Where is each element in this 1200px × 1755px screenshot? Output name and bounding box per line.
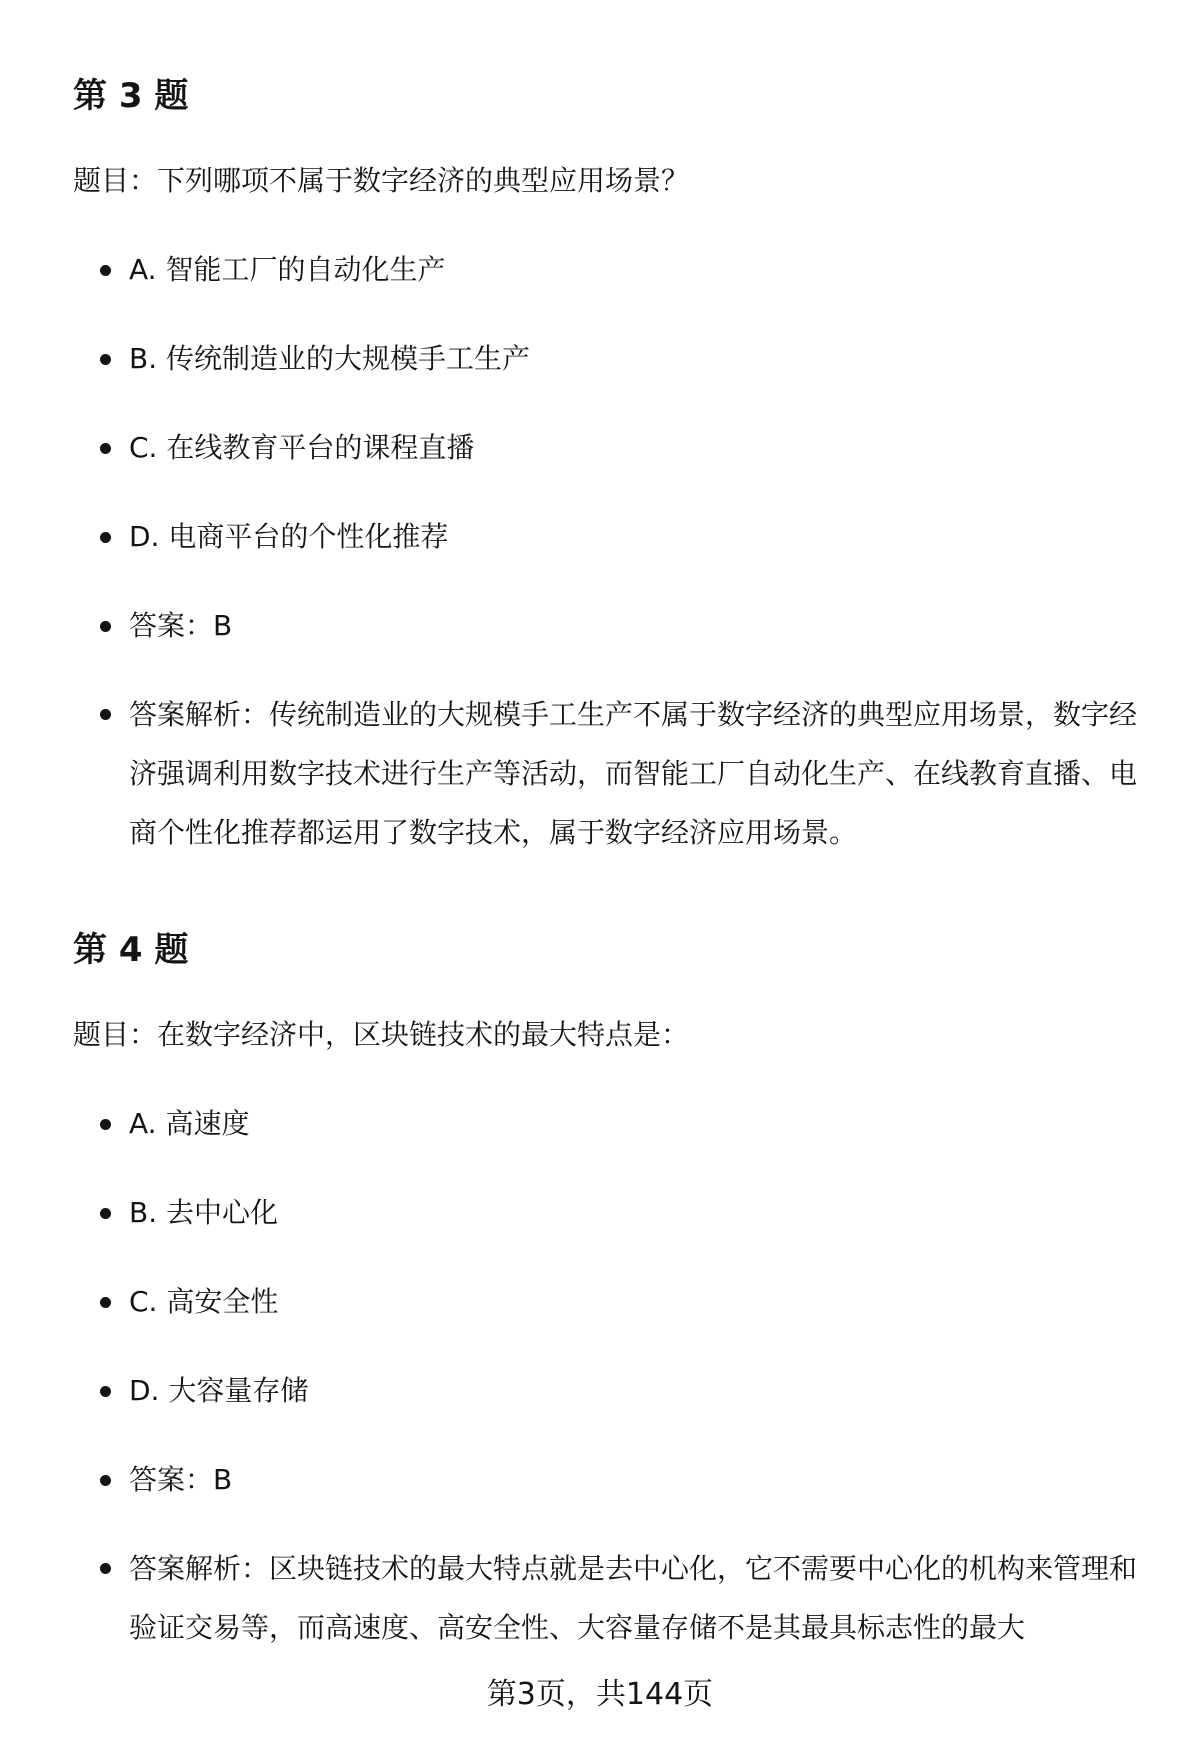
answer-item xyxy=(73,1455,1143,1505)
bullet-icon xyxy=(100,1475,111,1486)
question-4 xyxy=(73,922,1143,1696)
bullet-icon xyxy=(100,265,111,276)
explanation-text: 答案解析：区块链技术的最大特点就是去中心化，它不需要中心化的机构来管理和验证交易等，而高速度、高安全性、大容量存储不是其最具标志性的最大 xyxy=(129,1552,1138,1644)
question-prompt: 题目：在数字经济中，区块链技术的最大特点是： xyxy=(73,1018,690,1051)
option-text: B. 传统制造业的大规模手工生产 xyxy=(129,342,531,375)
explanation-item xyxy=(73,685,1143,862)
option-a xyxy=(73,245,1143,295)
bullet-icon xyxy=(100,1119,111,1130)
option-text: D. 大容量存储 xyxy=(129,1374,309,1407)
bullet-icon xyxy=(100,354,111,365)
question-title: 第 4 题 xyxy=(73,930,189,970)
option-d xyxy=(73,1366,1143,1416)
question-title: 第 3 题 xyxy=(73,76,189,116)
explanation-item xyxy=(73,1539,1143,1657)
option-a xyxy=(73,1099,1143,1149)
bullet-icon xyxy=(100,443,111,454)
question-3 xyxy=(73,68,1143,901)
option-b xyxy=(73,1188,1143,1238)
option-text: A. 智能工厂的自动化生产 xyxy=(129,253,446,286)
answer-item xyxy=(73,601,1143,651)
option-c xyxy=(73,423,1143,473)
option-list xyxy=(73,245,1143,862)
bullet-icon xyxy=(100,1208,111,1219)
option-text: C. 在线教育平台的课程直播 xyxy=(129,431,475,464)
option-d xyxy=(73,512,1143,562)
answer-text: 答案：B xyxy=(129,609,233,642)
option-b xyxy=(73,334,1143,384)
answer-text: 答案：B xyxy=(129,1463,233,1496)
option-text: B. 去中心化 xyxy=(129,1196,279,1229)
bullet-icon xyxy=(100,532,111,543)
option-text: A. 高速度 xyxy=(129,1107,250,1140)
bullet-icon xyxy=(100,1297,111,1308)
bullet-icon xyxy=(100,621,111,632)
bullet-icon xyxy=(100,1563,111,1574)
option-c xyxy=(73,1277,1143,1327)
page-number-footer: 第3页，共144页 xyxy=(486,1677,714,1712)
bullet-icon xyxy=(100,1386,111,1397)
option-text: D. 电商平台的个性化推荐 xyxy=(129,520,449,553)
option-text: C. 高安全性 xyxy=(129,1285,279,1318)
question-prompt: 题目：下列哪项不属于数字经济的典型应用场景？ xyxy=(73,164,690,197)
bullet-icon xyxy=(100,709,111,720)
explanation-text: 答案解析：传统制造业的大规模手工生产不属于数字经济的典型应用场景，数字经济强调利用数字技术进行生产等活动，而智能工厂自动化生产、在线教育直播、电商个性化推荐都运用了数字技术，属于数字经济应用场景。 xyxy=(129,698,1138,849)
option-list xyxy=(73,1099,1143,1657)
